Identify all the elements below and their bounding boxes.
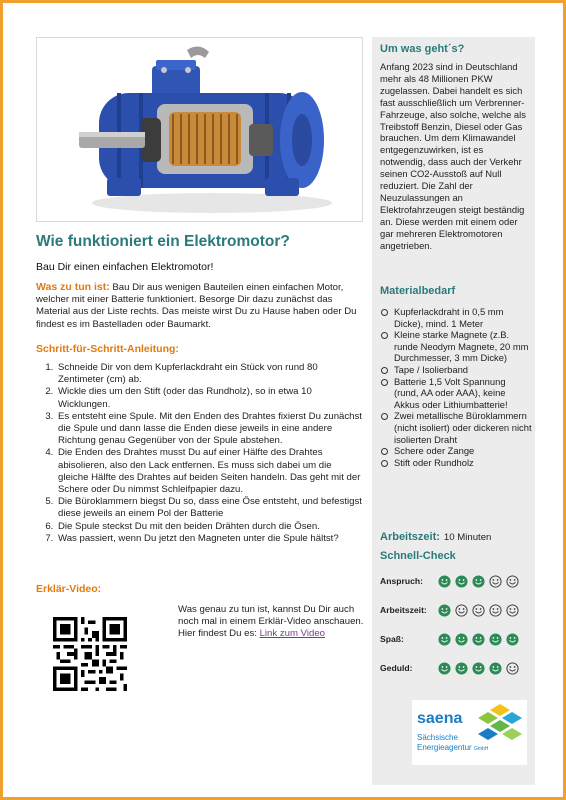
saena-logo: [412, 700, 527, 765]
qr-code-icon: [53, 617, 127, 691]
step-item: 1. Schneide Dir von dem Kupferlackdraht ein Stück von rund 80 Zentimeter (cm) ab.: [56, 362, 364, 386]
material-item: Stift oder Rundholz: [380, 457, 532, 469]
rating-row: [380, 662, 535, 676]
work-time: [380, 527, 491, 545]
rating-label: Geduld:: [380, 663, 413, 673]
materials-list: [380, 306, 532, 468]
smiley-outline-icon: [506, 575, 519, 588]
smiley-outline-icon: [489, 604, 502, 617]
step-item: 3. Es entsteht eine Spule. Mit den Enden des Drahtes fixierst Du zunächst die Spule und dann lasse die Enden diese jeweils in eine andere Richtung genau Gegenüber von der Spule abstehen.: [56, 411, 364, 448]
electric-motor-illustration: [37, 38, 362, 221]
material-item: Kleine starke Magnete (z.B. runde Neodym Magnete, 20 mm Durchmesser, 3 mm Dicke): [380, 329, 532, 364]
work-time-value: 10 Minuten: [443, 532, 492, 543]
rating-icons: [438, 633, 523, 646]
material-item: Kupferlackdraht in 0,5 mm Dicke), mind. 1 Meter: [380, 306, 532, 329]
smiley-filled-icon: [455, 662, 468, 675]
smiley-filled-icon: [438, 633, 451, 646]
intro-label: Was zu tun ist:: [36, 281, 110, 293]
qr-code[interactable]: [53, 617, 127, 691]
smiley-outline-icon: [506, 662, 519, 675]
rating-row: [380, 604, 535, 618]
steps-list: [36, 362, 364, 545]
material-item: Batterie 1,5 Volt Spannung (rund, AA oder AAA), keine Akkus oder Lithiumbatterie!: [380, 376, 532, 411]
video-link[interactable]: Link zum Video: [259, 628, 326, 640]
material-item: Schere oder Zange: [380, 445, 532, 457]
logo-line-2: [417, 743, 488, 752]
materials-heading: Materialbedarf: [380, 285, 456, 297]
smiley-outline-icon: [472, 604, 485, 617]
intro-text: Bau Dir aus wenigen Bauteilen einen einfachen Motor, welcher mit einer Batterie funktioniert. Besorge Dir dazu zunächst das Material aus der Liste rechts. Das meiste wirst Du zu Hause haben oder Du findest es im Bastelladen oder Baumarkt.: [36, 282, 357, 330]
smiley-filled-icon: [489, 633, 502, 646]
rating-row: [380, 633, 535, 647]
sidebar: [372, 37, 535, 785]
logo-word: saena: [417, 710, 463, 727]
step-item: 4. Die Enden des Drahtes musst Du auf einer Hälfte des Drahtes abisolieren, also den Lack entfernen. Es muss sich dabei um die gleiche Hälfte des Drahtes auf beiden Seiten handeln. Das geht mit der Schere oder Du nimmst Schleifpapier dazu.: [56, 447, 364, 496]
smiley-filled-icon: [472, 662, 485, 675]
video-description: [178, 604, 364, 641]
smiley-filled-icon: [472, 633, 485, 646]
smiley-filled-icon: [455, 575, 468, 588]
material-item: Zwei metallische Büroklammern (nicht isoliert) oder dickeren nicht isolierten Draht: [380, 410, 532, 445]
smiley-filled-icon: [438, 604, 451, 617]
logo-gmbh: GmbH: [473, 746, 489, 752]
step-item: 5. Die Büroklammern biegst Du so, dass eine Öse entsteht, und befestigst diese jeweils an einem Pol der Batterie: [56, 496, 364, 520]
smiley-filled-icon: [489, 662, 502, 675]
about-text: Anfang 2023 sind in Deutschland mehr als 48 Millionen PKW zugelassen. Dabei handelt es sich fast ausschließlich um Verbrenner-Fahrzeuge, also solche, welche als Treibstoff Benzin, Diesel oder Gas brauchen. Um dem Klimawandel entgegenzuwirken, ist es notwendig, dass auch der Verkehr seinen CO2-Ausstoß auf Null reduziert. Die Zahl der Neuzulassungen an Elektrofahrzeugen steigt beständig an. Diese werden mit einem oder gar mehreren Elektromotoren angetrieben.: [380, 61, 526, 251]
smiley-filled-icon: [506, 633, 519, 646]
about-heading: Um was geht´s?: [380, 43, 465, 55]
step-item: 6. Die Spule steckst Du mit den beiden Drähten durch die Ösen.: [56, 521, 364, 533]
smiley-filled-icon: [438, 662, 451, 675]
intro-paragraph: [36, 281, 364, 331]
saena-cube-logo: [474, 702, 526, 744]
rating-icons: [438, 604, 523, 617]
rating-row: [380, 575, 535, 589]
material-item: Tape / Isolierband: [380, 364, 532, 376]
rating-label: Spaß:: [380, 634, 404, 644]
logo-line-1: Sächsische: [417, 733, 458, 742]
smiley-outline-icon: [506, 604, 519, 617]
smiley-filled-icon: [438, 575, 451, 588]
rating-icons: [438, 662, 523, 675]
page-subtitle: Bau Dir einen einfachen Elektromotor!: [36, 261, 214, 273]
work-time-label: Arbeitszeit:: [380, 531, 440, 543]
rating-icons: [438, 575, 523, 588]
video-heading: Erklär-Video:: [36, 583, 102, 595]
page-title: Wie funktioniert ein Elektromotor?: [36, 233, 290, 250]
step-item: 7. Was passiert, wenn Du jetzt den Magneten unter die Spule hältst?: [56, 533, 364, 545]
video-text: Was genau zu tun ist, kannst Du Dir auch noch mal in einem Erklär-Video anschauen. Hier findest Du es:: [178, 604, 364, 640]
steps-heading: Schritt-für-Schritt-Anleitung:: [36, 343, 179, 355]
rating-label: Anspruch:: [380, 576, 423, 586]
step-item: 2. Wickle dies um den Stift (oder das Rundholz), so in etwa 10 Wicklungen.: [56, 386, 364, 410]
motor-photo: [36, 37, 363, 222]
smiley-filled-icon: [472, 575, 485, 588]
smiley-outline-icon: [489, 575, 502, 588]
logo-line-2-text: Energieagentur: [417, 743, 472, 752]
main-column: [36, 3, 364, 797]
smiley-filled-icon: [455, 633, 468, 646]
rating-label: Arbeitszeit:: [380, 605, 427, 615]
smiley-outline-icon: [455, 604, 468, 617]
quick-check-heading: Schnell-Check: [380, 550, 456, 562]
